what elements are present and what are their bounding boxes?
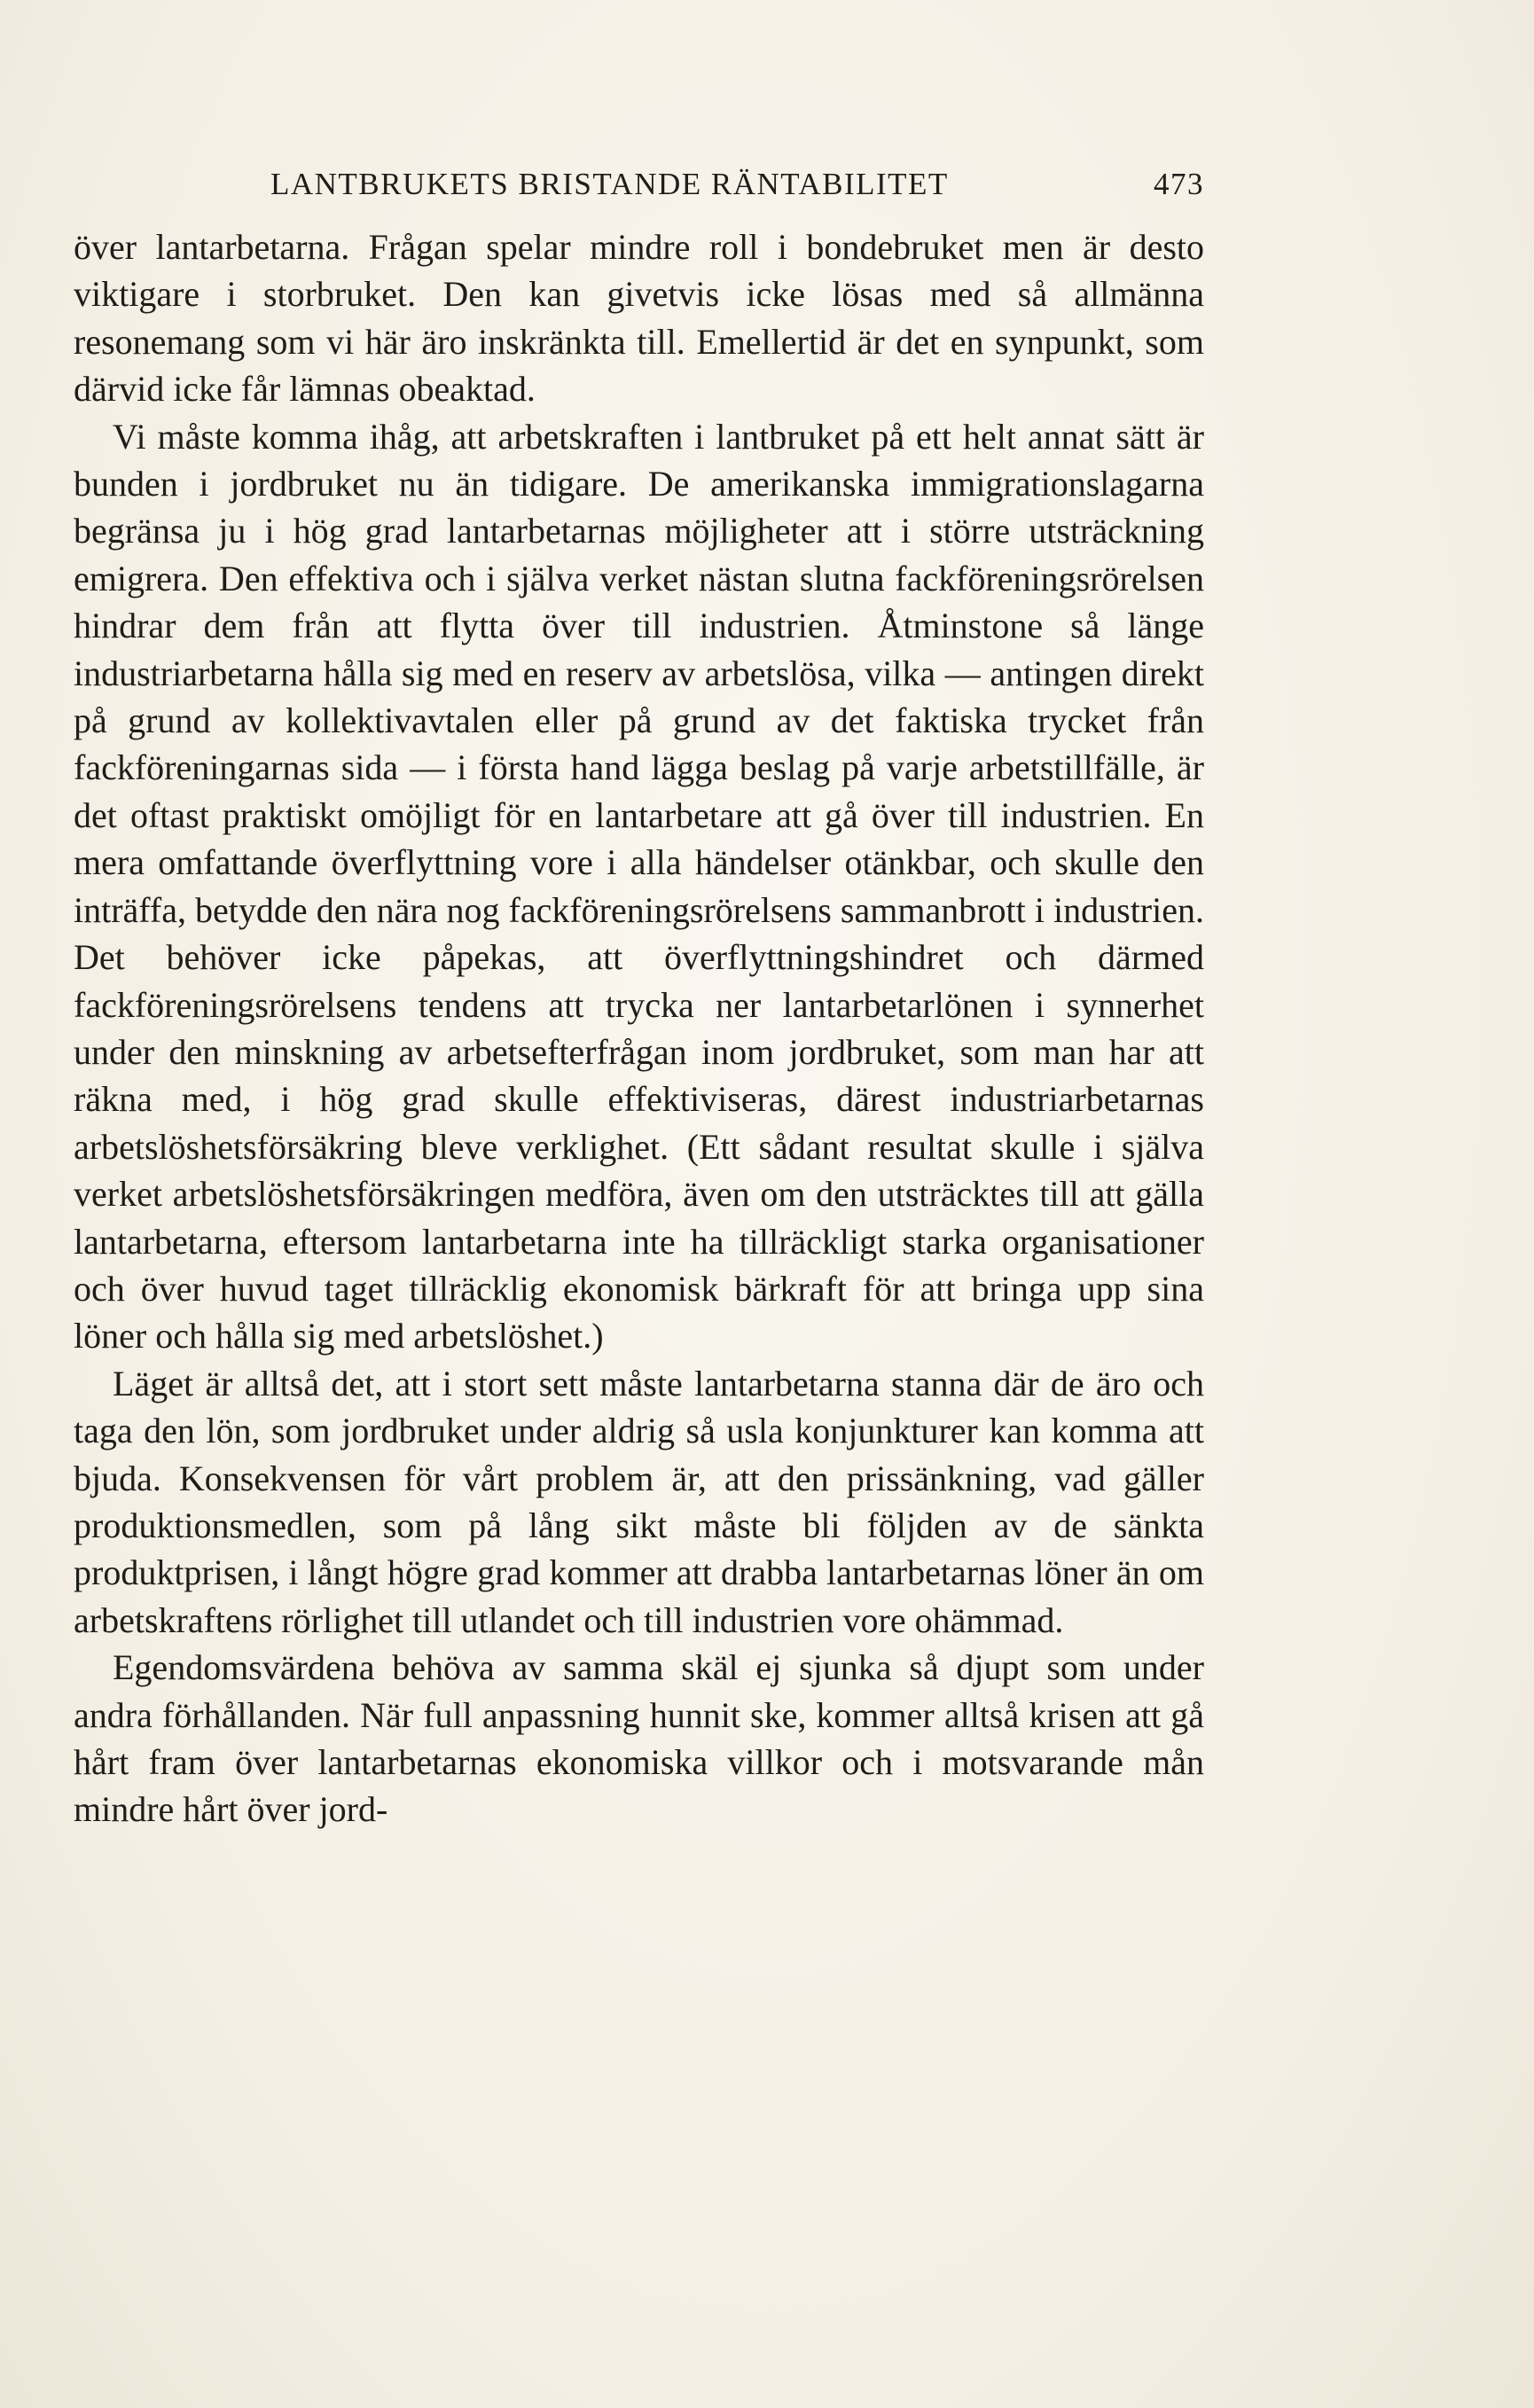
body-text: [74, 223, 1204, 1833]
paragraph: Läget är alltså det, att i stort sett måste lantarbetarna stanna där de äro och taga den lön, som jordbruket under aldrig så usla konjunkturer kan komma att bjuda. Konsekvensen för vårt problem är, att den prissänkning, vad gäller produktionsmedlen, som på lång sikt måste bli följden av de sänkta produktprisen, i långt högre grad kommer att drabba lantarbetarnas löner än om arbetskraftens rörlighet till utlandet och till industrien vore ohämmad.: [74, 1363, 1204, 1640]
paragraph: Egendomsvärdena behöva av samma skäl ej sjunka så djupt som under andra förhållanden. När full anpassning hunnit ske, kommer alltså krisen att gå hårt fram över lantarbetarnas ekonomiska villkor och i motsvarande mån mindre hårt över jord-: [74, 1647, 1204, 1830]
page-header: [74, 167, 1204, 211]
running-title: LANTBRUKETS BRISTANDE RÄNTABILITET: [270, 167, 949, 201]
paragraph: Vi måste komma ihåg, att arbetskraften i lantbruket på ett helt annat sätt är bunden i jordbruket nu än tidigare. De amerikanska immigrationslagarna begränsa ju i hög grad lantarbetarnas möjligheter att i större utsträckning emigrera. Den effektiva och i själva verket nästan slutna fackföreningsrörelsen hindrar dem från att flytta över till industrien. Åtminstone så länge industriarbetarna hålla sig med en reserv av arbetslösa, vilka — antingen direkt på grund av kollektivavtalen eller på grund av det faktiska trycket från fackföreningarnas sida — i första hand lägga beslag på varje arbetstillfälle, är det oftast praktiskt omöjligt för en lantarbetare att gå över till industrien. En mera omfattande överflyttning vore i alla händelser otänkbar, och skulle den inträffa, betydde den nära nog fackföreningsrörelsens sammanbrott i industrien. Det behöver icke påpekas, att överflyttningshindret och därmed fackföreningsrörelsens tendens att trycka ner lantarbetarlönen i synnerhet under den minskning av arbetsefterfrågan inom jordbruket, som man har att räkna med, i hög grad skulle effektiviseras, därest industriarbetarnas arbetslöshetsförsäkring bleve verklighet. (Ett sådant resultat skulle i själva verket arbetslöshetsförsäkringen medföra, även om den utsträcktes till att gälla lantarbetarna, eftersom lantarbetarna inte ha tillräckligt starka organisationer och över huvud taget tillräcklig ekonomisk bärkraft för att bringa upp sina löner och hålla sig med arbetslöshet.): [74, 416, 1204, 1356]
page-number: 473: [1154, 167, 1204, 201]
paragraph: över lantarbetarna. Frågan spelar mindre roll i bondebruket men är desto viktigare i storbruket. Den kan givetvis icke lösas med så allmänna resonemang som vi här äro inskränkta till. Emellertid är det en synpunkt, som därvid icke får lämnas obeaktad.: [74, 227, 1204, 410]
